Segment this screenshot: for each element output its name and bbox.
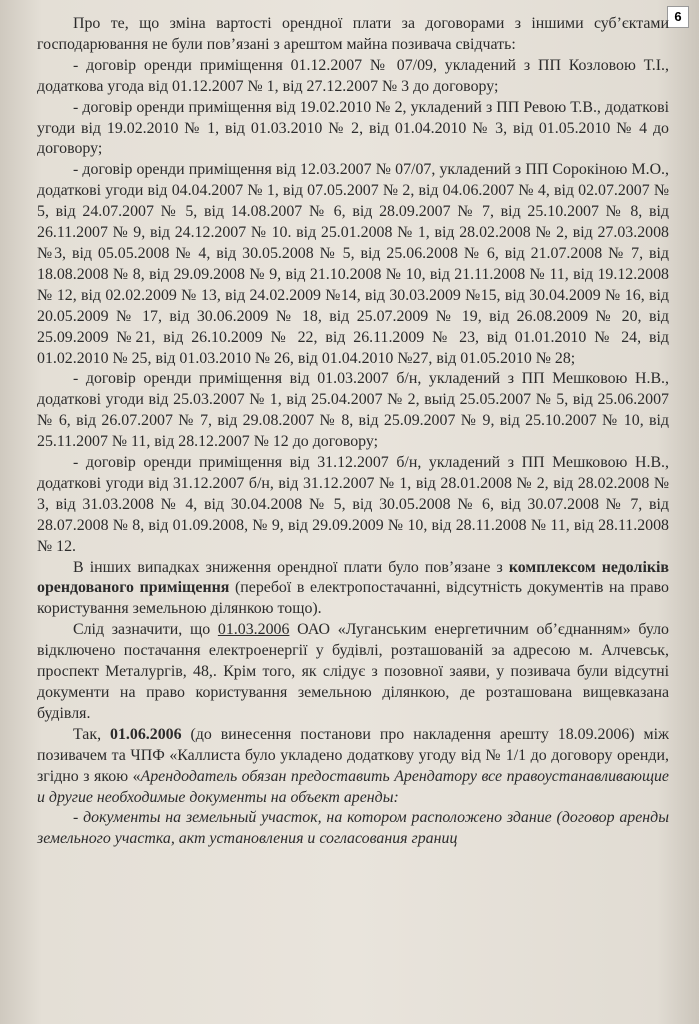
page-number: 6 xyxy=(667,6,689,28)
list-item: - договір оренди приміщення від 01.03.2007 б/н, укладений з ПП Мешковою Н.В., додаткові угоди від 25.03.2007 № 1, від 25.04.2007 № 2, выід 25.05.2007 № 5, від 25.06.2007 № 6, від 26.07.2007 № 7, від 29.08.2007 № 8, від 25.09.2007 № 9, від 25.10.2007 № 10, від 25.11.2007 № 11, від 28.12.2007 № 12 до договору; xyxy=(37,370,669,451)
other-cases-bold: комплексом недоліків орендованого приміщення xyxy=(37,558,670,597)
list-item: - договір оренди приміщення 01.12.2007 № 07/09, укладений з ПП Козловою Т.І., додаткова угода від 01.12.2007 № 1, від 27.12.2007 № 3 до договору; xyxy=(37,56,669,95)
agreement-text-middle: (до винесення постанови про накладення арешту 18.09.2006) між позивачем та ЧПФ «Каллиста було укладено додаткову угоду від № 1/1 до договору оренди, згідно з якою « xyxy=(37,725,670,785)
note-paragraph xyxy=(37,620,669,725)
intro-paragraph: Про те, що зміна вартості орендної плати за договорами з іншими суб’єктами господарювання не були пов’язані з арештом майна позивача свідчать: xyxy=(37,15,669,53)
agreement-quote: Арендодатель обязан предоставить Арендатору все правоустанавливающие и другие необходимые документы на объект аренды: xyxy=(37,767,669,806)
note-text-end: ОАО «Луганським енергетичним об’єднанням» було відключено постачання електроенергії у будівлі, розташованій за адресою м. Алчевськ, проспект Металургів, 48,. Крім того, як слідує з позовної заяви, у позивача були відсутні документи на право користування земельною ділянкою, де розташована вищевказана будівля. xyxy=(37,621,670,722)
agreement-paragraph xyxy=(37,725,669,809)
note-text: Слід зазначити, що xyxy=(73,621,218,639)
document-body xyxy=(37,14,669,850)
agreement-text: Так, xyxy=(73,725,111,743)
other-cases-text: В інших випадках зниження орендної плати було пов’язане з xyxy=(73,558,509,576)
other-cases-text-end: (перебої в електропостачанні, відсутність документів на право користування земельною ділянкою тощо). xyxy=(37,579,669,618)
list-item: - договір оренди приміщення від 31.12.2007 б/н, укладений з ПП Мешковою Н.В., додаткові угоди від 31.12.2007 б/н, від 31.12.2007 № 1, від 28.01.2008 № 2, від 28.02.2008 № 3, від 31.03.2008 № 4, від 30.04.2008 № 5, від 30.05.2008 № 6, від 30.07.2008 № 7, від 28.07.2008 № 8, від 01.09.2008, № 9, від 29.09.2009 № 10, від 28.11.2008 № 11, від 28.11.2008 № 12. xyxy=(37,454,669,555)
note-date: 01.03.2006 xyxy=(217,621,290,639)
quote-list-item: - документы на земельный участок, на котором расположено здание (договор аренды земельного участка, акт установления и согласования границ xyxy=(37,809,669,848)
list-item: - договір оренди приміщення від 19.02.2010 № 2, укладений з ПП Ревою Т.В., додаткові угоди від 19.02.2010 № 1, від 01.03.2010 № 2, від 01.04.2010 № 3, від 01.05.2010 № 4 до договору; xyxy=(37,98,669,158)
list-item: - договір оренди приміщення від 12.03.2007 № 07/07, укладений з ПП Сорокіною М.О., додаткові угоди від 04.04.2007 № 1, від 07.05.2007 № 2, від 04.06.2007 № 4, від 02.07.2007 № 5, від 24.07.2007 № 5, від 14.08.2007 № 6, від 28.09.2007 № 7, від 25.10.2007 № 8, від 26.11.2007 № 9, від 24.12.2007 № 10. від 25.01.2008 № 1, від 28.02.2008 № 2, від 27.03.2008 №3, від 05.05.2008 № 4, від 30.05.2008 № 5, від 25.06.2008 № 6, від 21.07.2008 № 7, від 18.08.2008 № 8, від 29.09.2008 № 9, від 21.10.2008 № 10, від 21.11.2008 № 11, від 19.12.2008 № 12, від 02.02.2009 № 13, від 24.02.2009 №14, від 30.03.2009 №15, від 30.04.2009 № 16, від 20.05.2009 № 17, від 30.06.2009 № 18, від 25.07.2009 № 19, від 26.08.2009 № 20, від 25.09.2009 №21, від 26.10.2009 № 22, від 26.11.2009 № 23, від 01.01.2010 № 24, від 01.02.2010 № 25, від 01.03.2010 № 26, від 01.04.2010 №27, від 01.05.2010 № 28; xyxy=(37,161,669,367)
agreement-date: 01.06.2006 xyxy=(110,725,182,743)
other-cases-paragraph xyxy=(37,558,669,621)
